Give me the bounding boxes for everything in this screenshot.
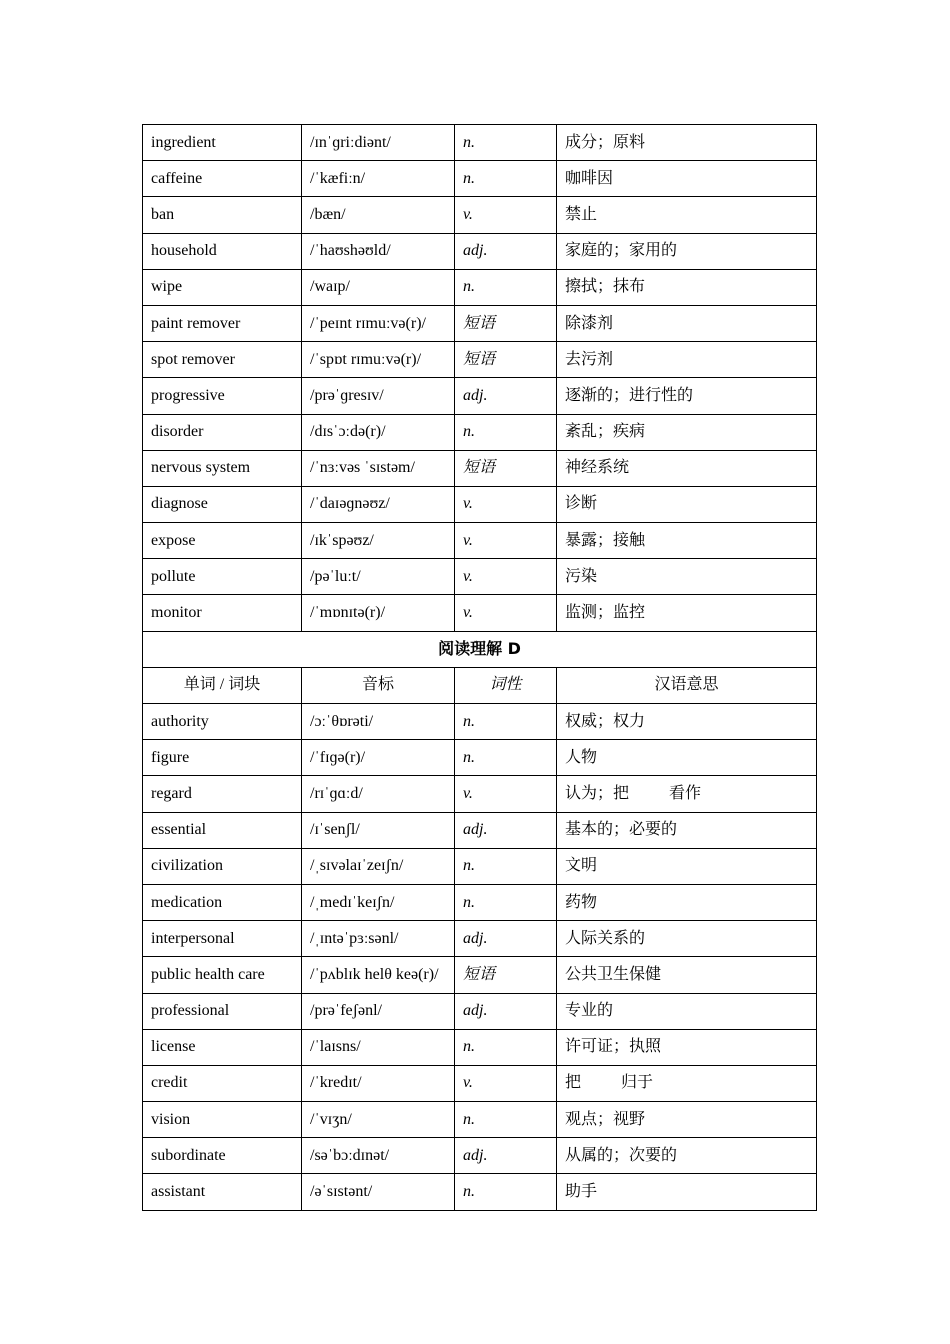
table-row (143, 812, 817, 848)
ipa-cell: /ˈpʌblɪk helθ keə(r)/ (302, 957, 455, 993)
table-row (143, 884, 817, 920)
pos-cell: n. (455, 161, 557, 197)
word-cell: figure (143, 740, 302, 776)
pos-cell: 短语 (455, 305, 557, 341)
word-cell: paint remover (143, 305, 302, 341)
table-row (143, 161, 817, 197)
word-cell: wipe (143, 269, 302, 305)
table-row (143, 414, 817, 450)
pos-cell: adj. (455, 993, 557, 1029)
pos-cell: n. (455, 884, 557, 920)
section-title-row (143, 631, 817, 667)
ipa-cell: /dɪsˈɔːdə(r)/ (302, 414, 455, 450)
meaning-cell: 暴露；接触 (557, 523, 817, 559)
ipa-cell: /prəˈɡresɪv/ (302, 378, 455, 414)
header-pos: 词性 (455, 667, 557, 703)
pos-cell: 短语 (455, 450, 557, 486)
meaning-cell: 基本的；必要的 (557, 812, 817, 848)
ipa-cell: /pəˈluːt/ (302, 559, 455, 595)
table-row (143, 1065, 817, 1101)
ipa-cell: /prəˈfeʃənl/ (302, 993, 455, 1029)
pos-cell: adj. (455, 233, 557, 269)
meaning-cell: 权威；权力 (557, 704, 817, 740)
word-cell: assistant (143, 1174, 302, 1210)
table-row (143, 197, 817, 233)
ipa-cell: /bæn/ (302, 197, 455, 233)
word-cell: household (143, 233, 302, 269)
ipa-cell: /rɪˈɡɑːd/ (302, 776, 455, 812)
ipa-cell: /ˈkredɪt/ (302, 1065, 455, 1101)
word-cell: interpersonal (143, 921, 302, 957)
header-meaning: 汉语意思 (557, 667, 817, 703)
meaning-cell: 去污剂 (557, 342, 817, 378)
vocabulary-table (142, 124, 817, 1211)
table-row (143, 125, 817, 161)
column-header-row (143, 667, 817, 703)
word-cell: credit (143, 1065, 302, 1101)
meaning-cell: 从属的；次要的 (557, 1138, 817, 1174)
word-cell: ban (143, 197, 302, 233)
pos-cell: adj. (455, 921, 557, 957)
meaning-cell: 人物 (557, 740, 817, 776)
pos-cell: v. (455, 486, 557, 522)
meaning-part-a: 认为；把 (565, 784, 630, 802)
word-cell: regard (143, 776, 302, 812)
meaning-cell: 家庭的；家用的 (557, 233, 817, 269)
meaning-part-b: 看作 (669, 784, 702, 802)
table-row (143, 378, 817, 414)
word-cell: nervous system (143, 450, 302, 486)
table-row (143, 595, 817, 631)
table-row (143, 740, 817, 776)
word-cell: diagnose (143, 486, 302, 522)
meaning-cell: 观点；视野 (557, 1102, 817, 1138)
pos-cell: n. (455, 269, 557, 305)
table-row (143, 523, 817, 559)
pos-cell: 短语 (455, 957, 557, 993)
pos-cell: v. (455, 559, 557, 595)
meaning-cell: 诊断 (557, 486, 817, 522)
pos-cell: adj. (455, 812, 557, 848)
table-row (143, 1174, 817, 1210)
table-row (143, 305, 817, 341)
header-word: 单词 / 词块 (143, 667, 302, 703)
meaning-cell: 专业的 (557, 993, 817, 1029)
ipa-cell: /waɪp/ (302, 269, 455, 305)
meaning-cell: 紊乱；疾病 (557, 414, 817, 450)
meaning-part-a: 把 (565, 1074, 582, 1092)
pos-cell: n. (455, 848, 557, 884)
ipa-cell: /ɔːˈθɒrəti/ (302, 704, 455, 740)
word-cell: disorder (143, 414, 302, 450)
ipa-cell: /ˈspɒt rɪmuːvə(r)/ (302, 342, 455, 378)
meaning-cell: 咖啡因 (557, 161, 817, 197)
table-row (143, 342, 817, 378)
table-row (143, 233, 817, 269)
meaning-cell: 除漆剂 (557, 305, 817, 341)
word-cell: expose (143, 523, 302, 559)
meaning-cell: 药物 (557, 884, 817, 920)
table-row (143, 921, 817, 957)
pos-cell: n. (455, 414, 557, 450)
word-cell: vision (143, 1102, 302, 1138)
word-cell: medication (143, 884, 302, 920)
ipa-cell: /ˈfɪɡə(r)/ (302, 740, 455, 776)
pos-cell: 短语 (455, 342, 557, 378)
pos-cell: n. (455, 704, 557, 740)
pos-cell: v. (455, 1065, 557, 1101)
ipa-cell: /ˈkæfiːn/ (302, 161, 455, 197)
pos-cell: adj. (455, 378, 557, 414)
table-row (143, 1029, 817, 1065)
ipa-cell: /ˈvɪʒn/ (302, 1102, 455, 1138)
ipa-cell: /ˈnɜːvəs ˈsɪstəm/ (302, 450, 455, 486)
table-row (143, 450, 817, 486)
word-cell: professional (143, 993, 302, 1029)
pos-cell: v. (455, 197, 557, 233)
ipa-cell: /ɪˈsenʃl/ (302, 812, 455, 848)
ipa-cell: /ɪkˈspəʊz/ (302, 523, 455, 559)
ipa-cell: /ˈmɒnɪtə(r)/ (302, 595, 455, 631)
table-row (143, 1102, 817, 1138)
meaning-cell: 擦拭；抹布 (557, 269, 817, 305)
word-cell: subordinate (143, 1138, 302, 1174)
meaning-cell: 逐渐的；进行性的 (557, 378, 817, 414)
meaning-cell: 人际关系的 (557, 921, 817, 957)
ipa-cell: /səˈbɔːdɪnət/ (302, 1138, 455, 1174)
section-title: 阅读理解 D (143, 631, 817, 667)
table-row (143, 848, 817, 884)
ipa-cell: /ˌɪntəˈpɜːsənl/ (302, 921, 455, 957)
pos-cell: n. (455, 1029, 557, 1065)
table-row (143, 486, 817, 522)
meaning-cell: 助手 (557, 1174, 817, 1210)
table-row (143, 1138, 817, 1174)
meaning-cell: 监测；监控 (557, 595, 817, 631)
ipa-cell: /ˈhaʊshəʊld/ (302, 233, 455, 269)
pos-cell: n. (455, 125, 557, 161)
meaning-cell: 公共卫生保健 (557, 957, 817, 993)
table-row (143, 993, 817, 1029)
ipa-cell: /ˌsɪvəlaɪˈzeɪʃn/ (302, 848, 455, 884)
word-cell: essential (143, 812, 302, 848)
word-cell: pollute (143, 559, 302, 595)
meaning-cell: 许可证；执照 (557, 1029, 817, 1065)
meaning-cell (557, 1065, 817, 1101)
ipa-cell: /ˈpeɪnt rɪmuːvə(r)/ (302, 305, 455, 341)
word-cell: license (143, 1029, 302, 1065)
pos-cell: n. (455, 740, 557, 776)
ipa-cell: /ˈdaɪəɡnəʊz/ (302, 486, 455, 522)
ipa-cell: /əˈsɪstənt/ (302, 1174, 455, 1210)
word-cell: civilization (143, 848, 302, 884)
word-cell: monitor (143, 595, 302, 631)
pos-cell: adj. (455, 1138, 557, 1174)
pos-cell: n. (455, 1102, 557, 1138)
table-row (143, 776, 817, 812)
table-row (143, 957, 817, 993)
ipa-cell: /ˈlaɪsns/ (302, 1029, 455, 1065)
pos-cell: v. (455, 523, 557, 559)
pos-cell: v. (455, 776, 557, 812)
pos-cell: v. (455, 595, 557, 631)
word-cell: authority (143, 704, 302, 740)
table-row (143, 269, 817, 305)
meaning-cell (557, 776, 817, 812)
meaning-part-b: 归于 (621, 1074, 654, 1092)
header-ipa: 音标 (302, 667, 455, 703)
word-cell: spot remover (143, 342, 302, 378)
word-cell: ingredient (143, 125, 302, 161)
table-row (143, 559, 817, 595)
word-cell: progressive (143, 378, 302, 414)
pos-cell: n. (455, 1174, 557, 1210)
meaning-cell: 成分；原料 (557, 125, 817, 161)
meaning-cell: 文明 (557, 848, 817, 884)
table-row (143, 704, 817, 740)
ipa-cell: /ɪnˈɡriːdiənt/ (302, 125, 455, 161)
ipa-cell: /ˌmedɪˈkeɪʃn/ (302, 884, 455, 920)
word-cell: public health care (143, 957, 302, 993)
word-cell: caffeine (143, 161, 302, 197)
meaning-cell: 神经系统 (557, 450, 817, 486)
meaning-cell: 污染 (557, 559, 817, 595)
meaning-cell: 禁止 (557, 197, 817, 233)
